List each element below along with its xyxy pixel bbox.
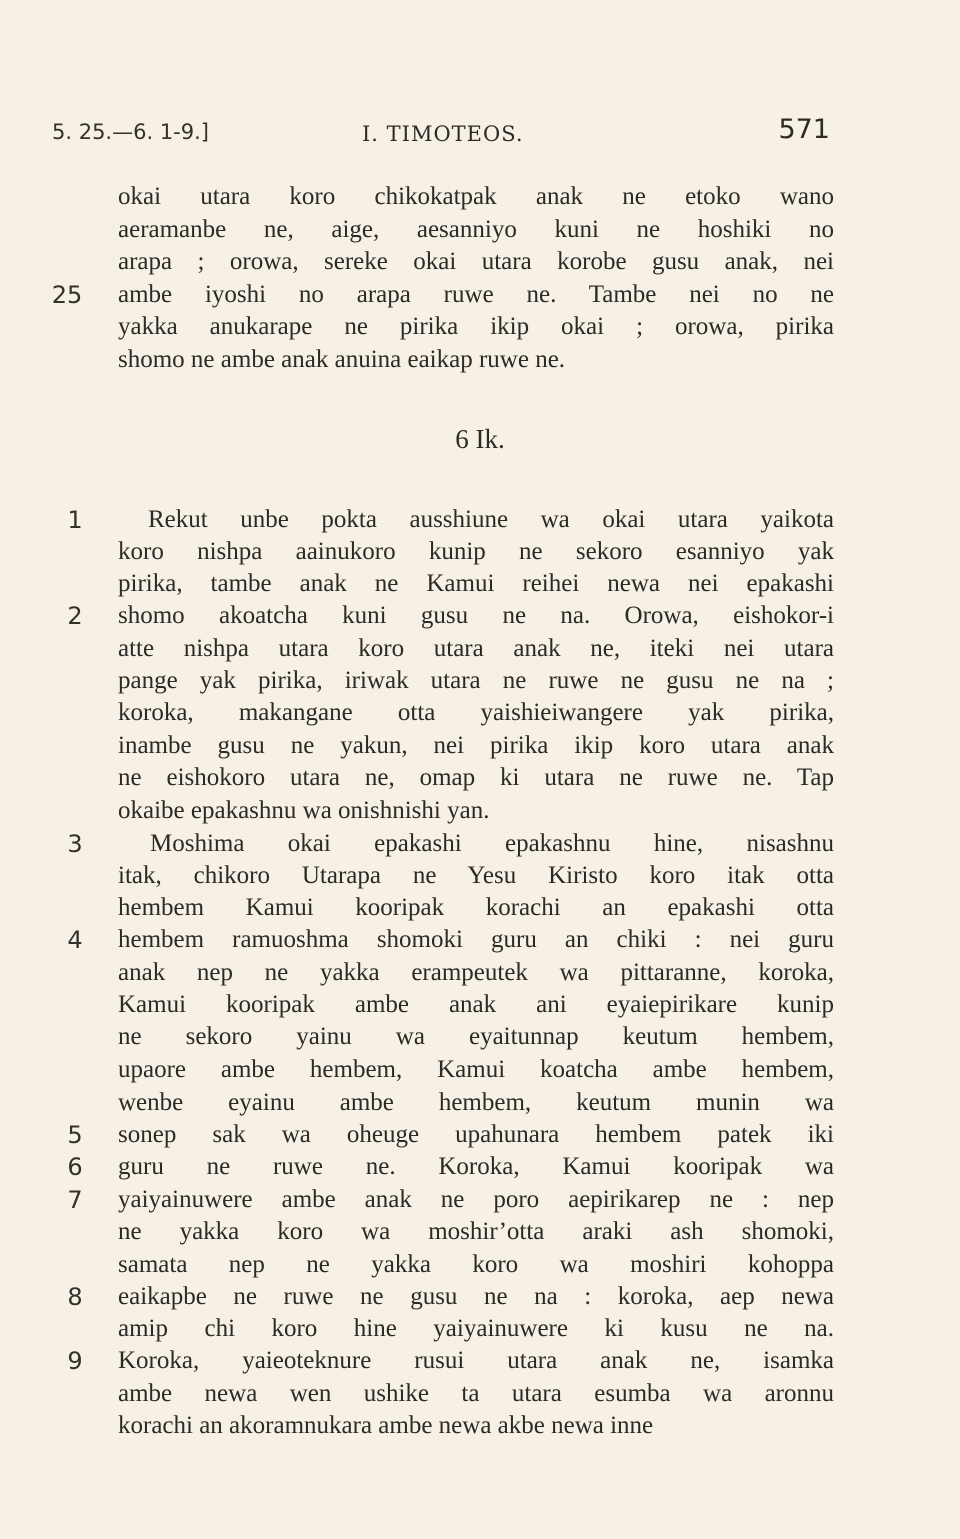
text-line: ne sekoro yainu wa eyaitunnap keutum hembem,: [118, 1023, 834, 1050]
text-line: eaikapbe ne ruwe ne gusu ne na : koroka, aep newa: [118, 1283, 834, 1310]
text-line: Kamui kooripak ambe anak ani eyaiepirikare kunip: [118, 991, 834, 1018]
verse-number: 1: [67, 506, 83, 534]
text-line: Rekut unbe pokta ausshiune wa okai utara yaikota: [148, 506, 834, 533]
verse-number: 4: [67, 926, 83, 954]
text-line: upaore ambe hembem, Kamui koatcha ambe hembem,: [118, 1056, 834, 1083]
text-line: koroka, makangane otta yaishieiwangere yak pirika,: [118, 699, 834, 726]
verse-number: 5: [67, 1121, 83, 1149]
text-line: itak, chikoro Utarapa ne Yesu Kiristo koro itak otta: [118, 862, 834, 889]
text-line: ambe newa wen ushike ta utara esumba wa aronnu: [118, 1380, 834, 1407]
text-line: anak nep ne yakka erampeutek wa pittaranne, koroka,: [118, 959, 834, 986]
text-line: sonep sak wa oheuge upahunara hembem patek iki: [118, 1121, 834, 1148]
page-header: [0, 114, 960, 150]
text-line: koro nishpa aainukoro kunip ne sekoro esanniyo yak: [118, 538, 834, 565]
running-title: I. TIMOTEOS.: [362, 122, 524, 146]
text-line: samata nep ne yakka koro wa moshiri kohoppa: [118, 1251, 834, 1278]
text-line: hembem ramuoshma shomoki guru an chiki : nei guru: [118, 926, 834, 953]
text-line: arapa ; orowa, sereke okai utara korobe gusu anak, nei: [118, 248, 834, 275]
verse-number: 2: [67, 602, 83, 630]
text-line: ne yakka koro wa moshir’otta araki ash shomoki,: [118, 1218, 834, 1245]
text-line: wenbe eyainu ambe hembem, keutum munin wa: [118, 1089, 834, 1116]
text-line: yaiyainuwere ambe anak ne poro aepirikarep ne : nep: [118, 1186, 834, 1213]
text-line: pange yak pirika, iriwak utara ne ruwe ne gusu ne na ;: [118, 667, 834, 694]
verse-number: 3: [67, 830, 83, 858]
text-line: atte nishpa utara koro utara anak ne, iteki nei utara: [118, 635, 834, 662]
text-line: amip chi koro hine yaiyainuwere ki kusu ne na.: [118, 1315, 834, 1342]
text-line: pirika, tambe anak ne Kamui reihei newa nei epakashi: [118, 570, 834, 597]
text-line: okaibe epakashnu wa onishnishi yan.: [118, 797, 490, 824]
text-line: guru ne ruwe ne. Koroka, Kamui kooripak wa: [118, 1153, 834, 1180]
text-line: ne eishokoro utara ne, omap ki utara ne ruwe ne. Tap: [118, 764, 834, 791]
text-line: aeramanbe ne, aige, aesanniyo kuni ne hoshiki no: [118, 216, 834, 243]
text-line: Moshima okai epakashi epakashnu hine, nisashnu: [150, 830, 834, 857]
text-line: inambe gusu ne yakun, nei pirika ikip koro utara anak: [118, 732, 834, 759]
verse-number: 25: [51, 281, 83, 309]
verse-number: 9: [67, 1347, 83, 1375]
text-line: korachi an akoramnukara ambe newa akbe newa inne: [118, 1412, 654, 1439]
page-number: 571: [778, 114, 830, 145]
verse-range-reference: 5. 25.—6. 1-9.]: [52, 120, 209, 144]
text-line: Koroka, yaieoteknure rusui utara anak ne, isamka: [118, 1347, 834, 1374]
verse-number: 8: [67, 1283, 83, 1311]
verse-number: 6: [67, 1153, 83, 1181]
verse-number: 7: [67, 1186, 83, 1214]
chapter-heading: 6 Ik.: [455, 424, 505, 454]
text-line: hembem Kamui kooripak korachi an epakashi otta: [118, 894, 834, 921]
text-line: shomo ne ambe anak anuina eaikap ruwe ne.: [118, 346, 566, 373]
text-line: shomo akoatcha kuni gusu ne na. Orowa, eishokor-i: [118, 602, 834, 629]
text-line: ambe iyoshi no arapa ruwe ne. Tambe nei no ne: [118, 281, 834, 308]
text-line: yakka anukarape ne pirika ikip okai ; orowa, pirika: [118, 313, 834, 340]
text-line: okai utara koro chikokatpak anak ne etoko wano: [118, 183, 834, 210]
